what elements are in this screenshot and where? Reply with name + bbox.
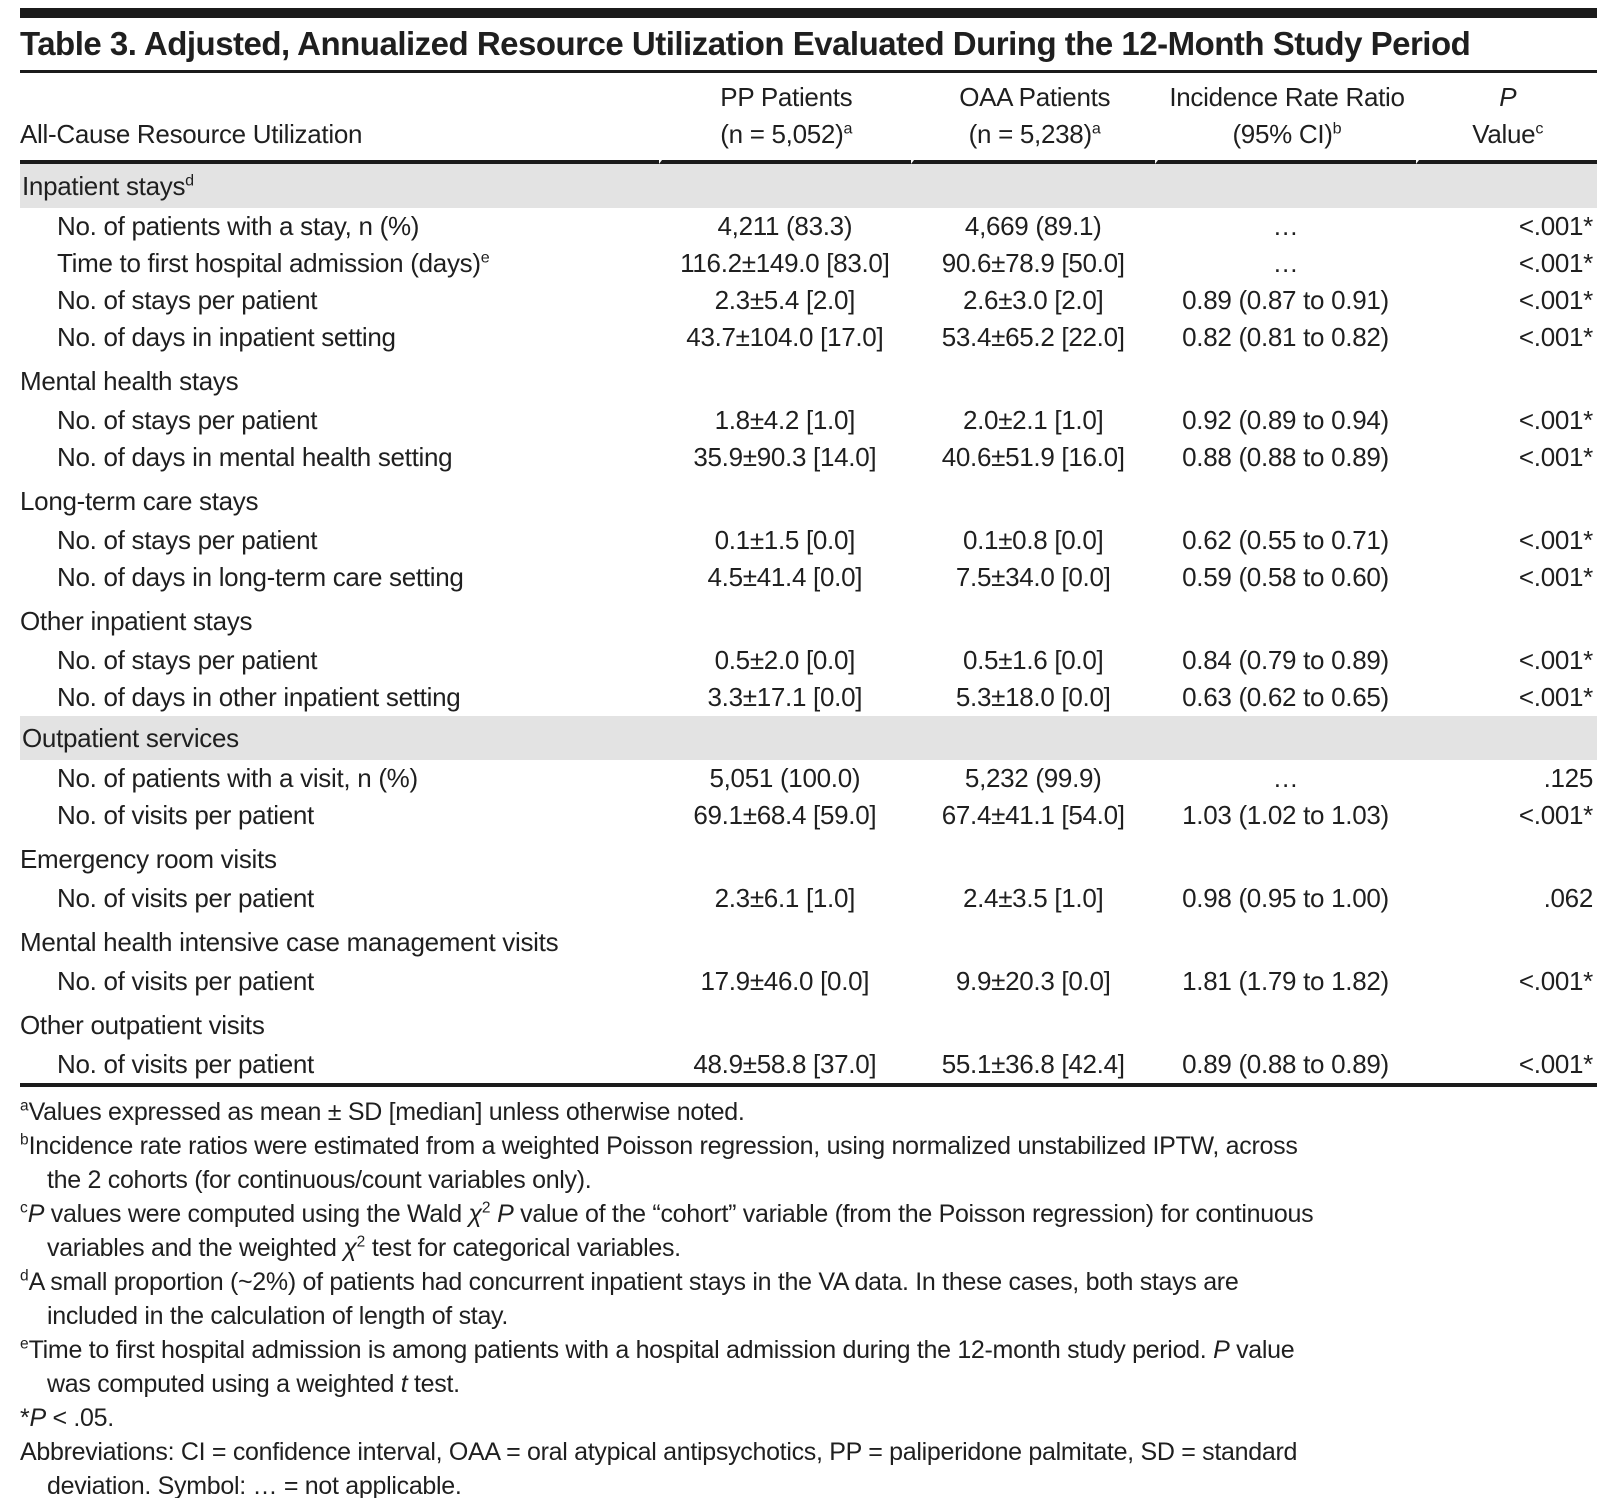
row-label: No. of visits per patient xyxy=(57,800,314,830)
cell-p: <.001* xyxy=(1518,645,1593,675)
row-label: No. of days in inpatient setting xyxy=(57,322,396,352)
top-rule xyxy=(20,8,1597,18)
italic-term: P xyxy=(1213,1336,1230,1364)
section-row xyxy=(20,476,1597,522)
table-row xyxy=(20,679,1597,716)
row-label: No. of stays per patient xyxy=(57,645,318,675)
footnotes xyxy=(20,1095,1597,1498)
footnote-marker: e xyxy=(20,1335,29,1353)
section-row xyxy=(20,1000,1597,1046)
footnote-marker: a xyxy=(843,119,853,138)
row-label: No. of stays per patient xyxy=(57,285,318,315)
cell-oaa: 4,669 (89.1) xyxy=(964,211,1102,241)
column-header-pp-patients xyxy=(659,73,911,164)
column-header-label: Incidence Rate Ratio xyxy=(1169,82,1405,112)
section-row xyxy=(20,356,1597,402)
column-header-all-cause xyxy=(20,73,659,164)
cell-p: .062 xyxy=(1543,883,1593,913)
cell-oaa: 5.3±18.0 [0.0] xyxy=(955,682,1111,712)
table-row xyxy=(20,797,1597,834)
row-label: No. of visits per patient xyxy=(57,966,314,996)
table-row xyxy=(20,642,1597,679)
cell-oaa: 55.1±36.8 [42.4] xyxy=(941,1049,1125,1079)
footnote-marker: 2 xyxy=(356,1233,366,1251)
cell-pp: 4,211 (83.3) xyxy=(717,211,853,241)
row-label: No. of days in mental health setting xyxy=(57,442,453,472)
row-label: Time to first hospital admission (days)$^e$ xyxy=(57,248,490,278)
column-header-label: PP Patients xyxy=(720,82,853,112)
cell-oaa: 2.4±3.5 [1.0] xyxy=(962,883,1104,913)
cell-irr: … xyxy=(1272,763,1299,793)
cell-pp: 4.5±41.4 [0.0] xyxy=(707,562,863,592)
section-row xyxy=(20,596,1597,642)
cell-p: <.001* xyxy=(1518,525,1593,555)
section-row xyxy=(20,716,1597,760)
cell-p: <.001* xyxy=(1518,800,1593,830)
cell-irr: … xyxy=(1272,211,1299,241)
cell-pp: 17.9±46.0 [0.0] xyxy=(700,966,870,996)
cell-irr: … xyxy=(1272,248,1299,278)
row-label: No. of days in other inpatient setting xyxy=(57,682,461,712)
table-row xyxy=(20,402,1597,439)
section-label: Inpatient stays$^d$ xyxy=(20,164,1597,208)
cell-oaa: 53.4±65.2 [22.0] xyxy=(941,322,1125,352)
cell-pp: 5,051 (100.0) xyxy=(709,763,861,793)
cell-p: <.001* xyxy=(1518,562,1593,592)
column-header-sublabel: Value xyxy=(1472,119,1536,149)
column-header-oaa-patients xyxy=(911,73,1155,164)
table-row xyxy=(20,245,1597,282)
row-label: No. of stays per patient xyxy=(57,405,318,435)
italic-term: χ xyxy=(343,1234,357,1262)
footnote-marker: a xyxy=(1091,119,1101,138)
table-row xyxy=(20,282,1597,319)
cell-oaa: 7.5±34.0 [0.0] xyxy=(955,562,1111,592)
italic-term: χ xyxy=(468,1200,482,1228)
section-row xyxy=(20,917,1597,963)
cell-pp: 1.8±4.2 [1.0] xyxy=(714,405,856,435)
cell-irr: 0.84 (0.79 to 0.89) xyxy=(1182,645,1389,675)
italic-term: P xyxy=(27,1200,45,1228)
cell-oaa: 40.6±51.9 [16.0] xyxy=(941,442,1125,472)
cell-p: .125 xyxy=(1543,763,1593,793)
footnote-rule xyxy=(20,1083,1597,1087)
cell-p: <.001* xyxy=(1518,211,1593,241)
cell-irr: 1.81 (1.79 to 1.82) xyxy=(1182,966,1389,996)
cell-pp: 2.3±5.4 [2.0] xyxy=(714,285,856,315)
table-row xyxy=(20,760,1597,797)
row-label: No. of visits per patient xyxy=(57,1049,314,1079)
section-row xyxy=(20,164,1597,208)
cell-irr: 0.88 (0.88 to 0.89) xyxy=(1182,442,1389,472)
section-label: Other inpatient stays xyxy=(20,606,253,636)
table-header xyxy=(20,73,1597,164)
column-header-label: All-Cause Resource Utilization xyxy=(20,119,363,149)
cell-oaa: 90.6±78.9 [50.0] xyxy=(941,248,1125,278)
cell-oaa: 0.5±1.6 [0.0] xyxy=(962,645,1104,675)
cell-oaa: 2.6±3.0 [2.0] xyxy=(962,285,1104,315)
footnote-marker: c xyxy=(20,1199,28,1217)
table-row xyxy=(20,319,1597,356)
column-header-incidence-rate-ratio xyxy=(1155,73,1415,164)
cell-p: <.001* xyxy=(1518,682,1593,712)
table-row xyxy=(20,522,1597,559)
row-label: No. of days in long-term care setting xyxy=(57,562,464,592)
section-label: Emergency room visits xyxy=(20,844,277,874)
footnote: $^d$A small proportion (~2%) of patients had concurrent inpatient stays in the VA data. In these cases, both stays are included in the calculation of length of stay. xyxy=(20,1267,1239,1330)
resource-utilization-table xyxy=(20,73,1597,1083)
table-row xyxy=(20,208,1597,245)
cell-pp: 0.1±1.5 [0.0] xyxy=(714,525,856,555)
table-row xyxy=(20,559,1597,596)
footnote: $^c$P values were computed using the Wald $\chi^2$ P value of the “cohort” variable (from the Poisson regression) for continuous variables and the weighted $\chi^2$ test for categorical variables. xyxy=(20,1199,1314,1262)
italic-term: P xyxy=(497,1200,514,1228)
section-label: Mental health stays xyxy=(20,366,239,396)
table-title: Table 3. Adjusted, Annualized Resource Utilization Evaluated During the 12-Month Study Period xyxy=(20,25,1471,62)
footnote-marker: b xyxy=(20,1131,29,1149)
cell-irr: 0.98 (0.95 to 1.00) xyxy=(1182,883,1389,913)
table-body xyxy=(20,164,1597,1083)
cell-irr: 0.92 (0.89 to 0.94) xyxy=(1182,405,1389,435)
italic-term: t xyxy=(400,1370,408,1398)
cell-oaa: 5,232 (99.9) xyxy=(964,763,1102,793)
cell-irr: 0.59 (0.58 to 0.60) xyxy=(1182,562,1389,592)
column-header-sublabel: (95% CI) xyxy=(1232,119,1333,149)
cell-p: <.001* xyxy=(1518,248,1593,278)
section-label: Mental health intensive case management visits xyxy=(20,927,559,957)
cell-irr: 0.63 (0.62 to 0.65) xyxy=(1182,682,1389,712)
column-header-sublabel: (n = 5,052) xyxy=(720,119,844,149)
cell-p: <.001* xyxy=(1518,285,1593,315)
row-label: No. of visits per patient xyxy=(57,883,314,913)
cell-oaa: 9.9±20.3 [0.0] xyxy=(955,966,1111,996)
cell-oaa: 67.4±41.1 [54.0] xyxy=(941,800,1125,830)
cell-irr: 0.82 (0.81 to 0.82) xyxy=(1182,322,1389,352)
footnote-marker: c xyxy=(1535,119,1544,138)
section-label: Long-term care stays xyxy=(20,486,259,516)
cell-p: <.001* xyxy=(1518,405,1593,435)
cell-pp: 69.1±68.4 [59.0] xyxy=(693,800,877,830)
italic-term: P xyxy=(29,1404,46,1432)
column-header-label: OAA Patients xyxy=(959,82,1111,112)
footnote-marker: 2 xyxy=(481,1199,491,1217)
footnote: $^e$Time to first hospital admission is among patients with a hospital admission during the 12-month study period. P value was computed using a weighted t test. xyxy=(20,1335,1295,1398)
footnote-marker: d xyxy=(185,170,195,189)
footnote: $^b$Incidence rate ratios were estimated from a weighted Poisson regression, using normalized unstabilized IPTW, across the 2 cohorts (for continuous/count variables only). xyxy=(20,1131,1298,1194)
footnote: *P < .05. xyxy=(20,1404,114,1432)
cell-pp: 43.7±104.0 [17.0] xyxy=(686,322,884,352)
cell-p: <.001* xyxy=(1518,1049,1593,1079)
cell-irr: 0.89 (0.87 to 0.91) xyxy=(1182,285,1389,315)
cell-pp: 35.9±90.3 [14.0] xyxy=(693,442,877,472)
cell-p: <.001* xyxy=(1518,442,1593,472)
table-row xyxy=(20,1046,1597,1083)
table-row xyxy=(20,963,1597,1000)
section-row xyxy=(20,834,1597,880)
cell-oaa: 2.0±2.1 [1.0] xyxy=(962,405,1104,435)
column-header-p-value xyxy=(1416,73,1597,164)
row-label: No. of patients with a visit, n (%) xyxy=(57,763,418,793)
cell-irr: 0.89 (0.88 to 0.89) xyxy=(1182,1049,1389,1079)
section-label: Other outpatient visits xyxy=(20,1010,265,1040)
cell-irr: 0.62 (0.55 to 0.71) xyxy=(1182,525,1389,555)
cell-pp: 0.5±2.0 [0.0] xyxy=(714,645,856,675)
footnote: $^a$Values expressed as mean ± SD [median] unless otherwise noted. xyxy=(20,1097,745,1126)
footnote-marker: b xyxy=(1332,119,1342,138)
cell-irr: 1.03 (1.02 to 1.03) xyxy=(1182,800,1389,830)
row-label: No. of patients with a stay, n (%) xyxy=(57,211,420,241)
footnote-marker: a xyxy=(20,1097,29,1115)
footnote-marker: d xyxy=(20,1267,29,1285)
footnote: Abbreviations: CI = confidence interval, OAA = oral atypical antipsychotics, PP = paliperidone palmitate, SD = standard deviation. Symbol: … = not applicable. xyxy=(20,1438,1298,1498)
cell-p: <.001* xyxy=(1518,322,1593,352)
cell-pp: 116.2±149.0 [83.0] xyxy=(680,248,890,278)
cell-pp: 48.9±58.8 [37.0] xyxy=(693,1049,877,1079)
table-row xyxy=(20,439,1597,476)
table-row xyxy=(20,880,1597,917)
column-header-sublabel: (n = 5,238) xyxy=(968,119,1092,149)
column-header-label: P xyxy=(1499,82,1517,112)
row-label: No. of stays per patient xyxy=(57,525,318,555)
footnote-marker: e xyxy=(480,248,490,267)
cell-oaa: 0.1±0.8 [0.0] xyxy=(962,525,1104,555)
cell-p: <.001* xyxy=(1518,966,1593,996)
header-row xyxy=(20,73,1597,164)
cell-pp: 3.3±17.1 [0.0] xyxy=(707,682,863,712)
section-label: Outpatient services xyxy=(20,716,1597,760)
cell-pp: 2.3±6.1 [1.0] xyxy=(714,883,856,913)
